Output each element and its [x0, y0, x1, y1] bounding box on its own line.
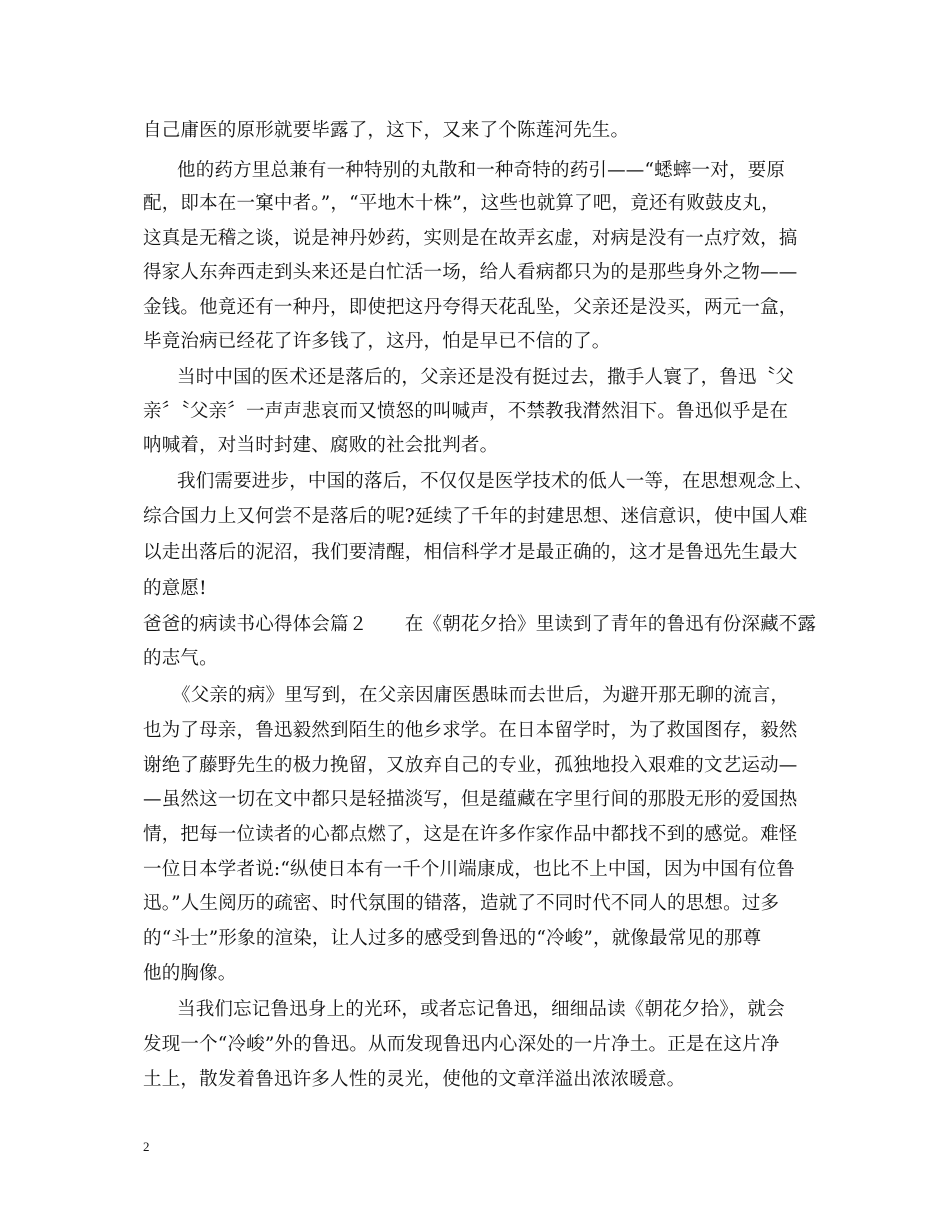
text-line: 金钱。他竟还有一种丹，即使把这丹夸得天花乱坠，父亲还是没买，两元一盒，: [143, 297, 798, 318]
text-line: 综合国力上又何尝不是落后的呢?延续了千年的封建思想、迷信意识，使中国人难: [143, 506, 808, 527]
page-number: 2: [143, 1139, 150, 1154]
text-line: 得家人东奔西走到头来还是白忙活一场，给人看病都只为的是那些身外之物——: [143, 262, 798, 283]
text-line: —虽然这一切在文中都只是轻描淡写，但是蕴藏在字里行间的那股无形的爱国热: [143, 789, 798, 810]
text-line: 谢绝了藤野先生的极力挽留，又放弃自己的专业，孤独地投入艰难的文艺运动—: [143, 755, 798, 776]
text-line: 一位日本学者说:“纵使日本有一千个川端康成，也比不上中国，因为中国有位鲁: [143, 859, 795, 880]
text-line: 发现一个“冷峻”外的鲁迅。从而发现鲁迅内心深处的一片净土。正是在这片净: [143, 1034, 780, 1055]
text-line: 以走出落后的泥沼，我们要清醒，相信科学才是最正确的，这才是鲁迅先生最大: [143, 542, 798, 563]
section-heading: 爸爸的病读书心得体会篇２ 在《朝花夕拾》里读到了青年的鲁迅有份深藏不露: [143, 614, 817, 635]
text-line: 的“斗士”形象的渲染，让人过多的感受到鲁迅的“冷峻”，就像最常见的那尊: [143, 928, 762, 949]
text-line: 他的药方里总兼有一种特别的丸散和一种奇特的药引——“蟋蟀一对，要原: [177, 160, 786, 181]
text-line: 情，把每一位读者的心都点燃了，这是在许多作家作品中都找不到的感觉。难怪: [143, 824, 798, 845]
text-line: 毕竟治病已经花了许多钱了，这丹，怕是早已不信的了。: [143, 331, 611, 352]
text-line: 他的胸像。: [143, 963, 237, 984]
text-line: 当我们忘记鲁迅身上的光环，或者忘记鲁迅，细细品读《朝花夕拾》，就会: [177, 999, 785, 1020]
text-line: 《父亲的病》里写到，在父亲因庸医愚昧而去世后，为避开那无聊的流言，: [172, 685, 790, 706]
text-line: 呐喊着，对当时封建、腐败的社会批判者。: [143, 435, 499, 456]
text-line: 亲〞〝父亲〞一声声悲哀而又愤怒的叫喊声，不禁教我潸然泪下。鲁迅似乎是在: [143, 401, 789, 422]
text-line: 我们需要进步，中国的落后，不仅仅是医学技术的低人一等，在思想观念上、: [177, 471, 813, 492]
text-line: 这真是无稽之谈，说是神丹妙药，实则是在故弄玄虚，对病是没有一点疗效，搞: [143, 228, 798, 249]
text-line: 配，即本在一窠中者。”，“平地木十株”，这些也就算了吧，竟还有败鼓皮丸，: [143, 193, 780, 214]
text-line: 的志气。: [143, 648, 218, 669]
text-line: 自己庸医的原形就要毕露了，这下，又来了个陈莲河先生。: [143, 120, 630, 141]
text-line: 当时中国的医术还是落后的，父亲还是没有挺过去，撒手人寰了，鲁迅〝父: [177, 367, 795, 388]
text-line: 的意愿!: [143, 578, 207, 599]
text-line: 迅。”人生阅历的疏密、时代氛围的错落，造就了不同时代不同人的思想。过多: [143, 893, 780, 914]
text-line: 也为了母亲，鲁迅毅然到陌生的他乡求学。在日本留学时，为了救国图存，毅然: [143, 720, 798, 741]
text-line: 土上，散发着鲁迅许多人性的灵光，使他的文章洋溢出浓浓暖意。: [143, 1069, 686, 1090]
